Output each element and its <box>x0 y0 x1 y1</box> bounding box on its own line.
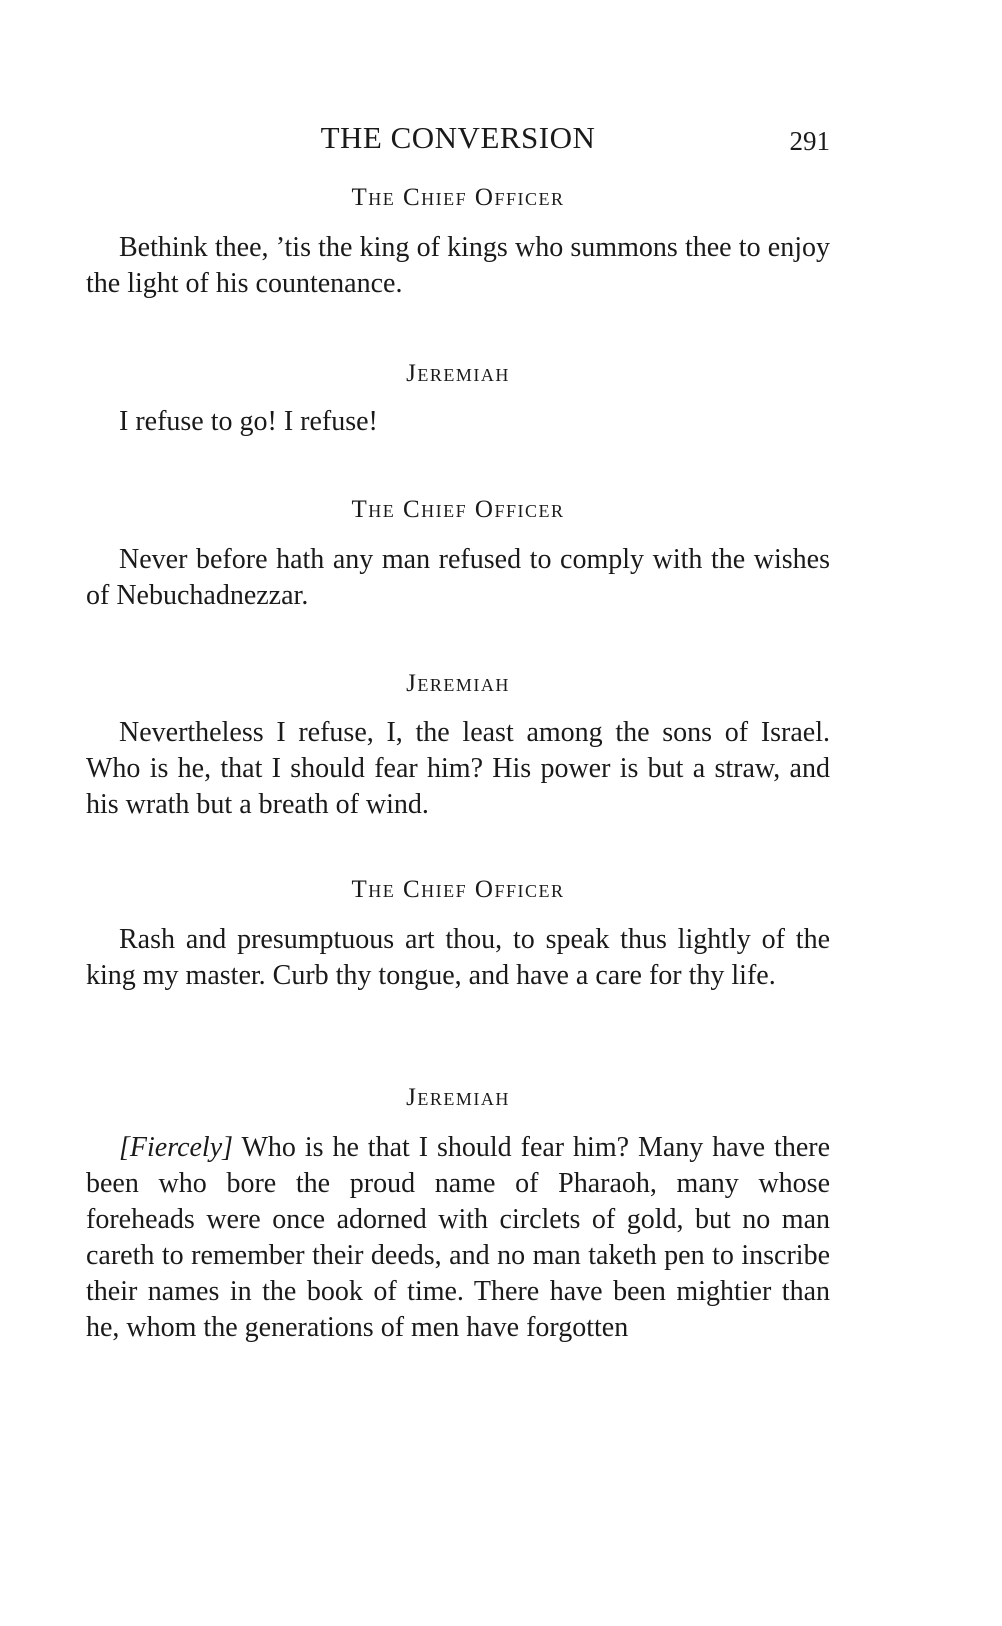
speaker-heading: The Chief Officer <box>351 876 565 903</box>
speech-text: Who is he that I should fear him? Many have there been who bore the proud name of Pharaoh, many whose foreheads were once adorned with circlets of gold, but no man careth to remember their deeds, and no man taketh pen to inscribe their names in the book of time. There have been mightier than he, whom the generations of men have forgotten <box>86 1132 830 1343</box>
speech-paragraph: Bethink thee, ’tis the king of kings who summons thee to enjoy the light of his countenance. <box>86 232 830 299</box>
speech-paragraph: Rash and presumptuous art thou, to speak thus lightly of the king my master. Curb thy tongue, and have a care for thy life. <box>86 924 830 991</box>
speaker-heading: The Chief Officer <box>351 496 565 523</box>
speaker-heading: Jeremiah <box>406 1084 510 1111</box>
speech-paragraph: Nevertheless I refuse, I, the least among the sons of Israel. Who is he, that I should fear him? His power is but a straw, and his wrath but a breath of wind. <box>86 717 830 820</box>
speaker-heading: Jeremiah <box>406 670 510 697</box>
page-number: 291 <box>789 126 830 156</box>
speech-paragraph: I refuse to go! I refuse! <box>119 406 378 437</box>
speaker-heading: Jeremiah <box>406 360 510 387</box>
stage-direction: [Fiercely] <box>119 1132 234 1163</box>
running-head <box>86 120 830 160</box>
running-title: THE CONVERSION <box>320 120 596 155</box>
speaker-heading: The Chief Officer <box>351 184 565 211</box>
speech-paragraph: Never before hath any man refused to comply with the wishes of Nebuchadnezzar. <box>86 544 830 611</box>
speech-paragraph <box>86 1130 830 1346</box>
